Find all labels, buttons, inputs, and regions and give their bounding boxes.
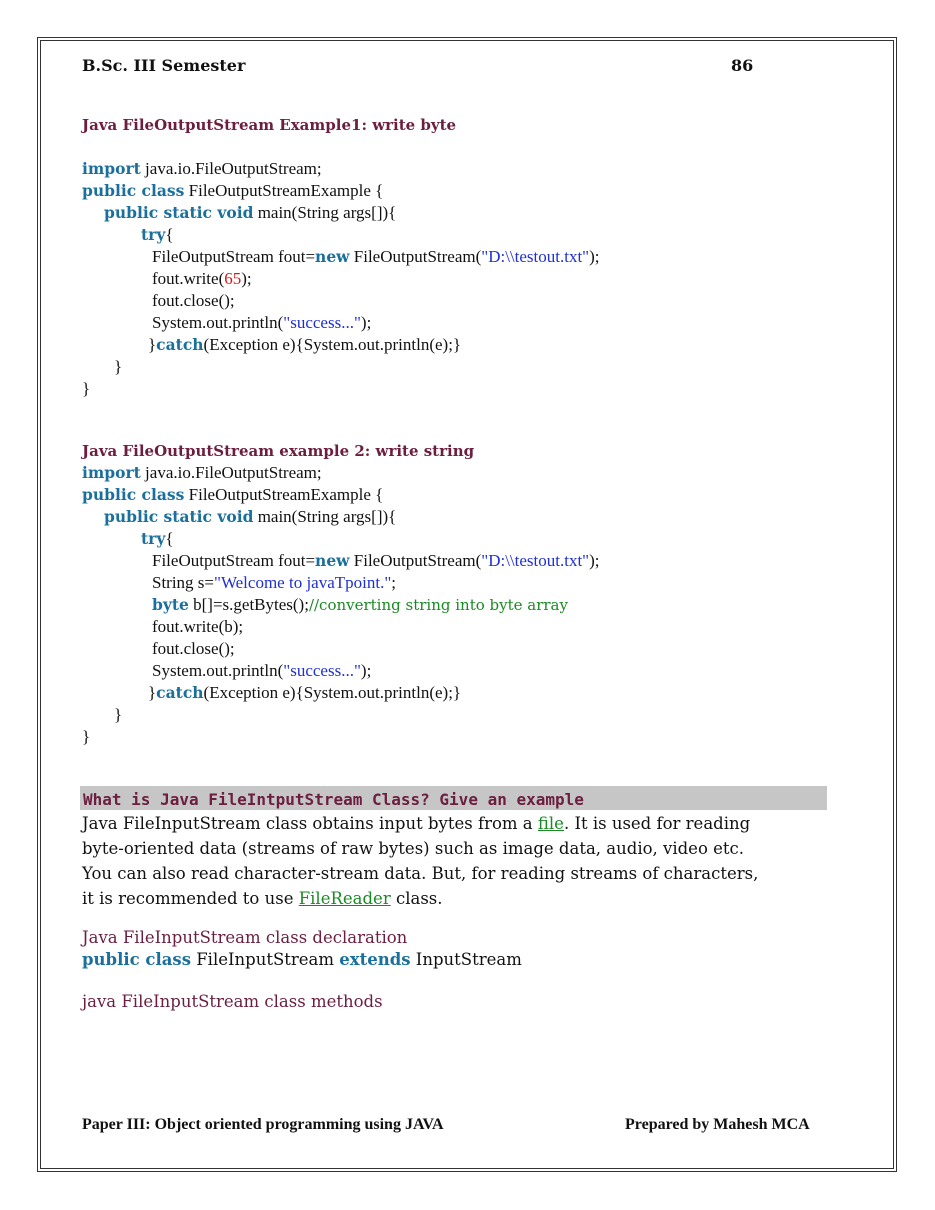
example2-code-token: java.io.FileOutputStream; xyxy=(140,463,322,482)
example2-code-line xyxy=(148,682,461,704)
paragraph-line xyxy=(82,886,443,911)
example1-code-token: public class xyxy=(82,181,185,200)
paragraph-link[interactable]: file xyxy=(537,814,564,833)
example2-code-token: "Welcome to javaTpoint." xyxy=(214,573,392,592)
declaration-class-name: FileInputStream xyxy=(190,950,340,969)
example1-code-token: import xyxy=(82,159,141,178)
example1-code-token: FileOutputStream( xyxy=(349,247,482,266)
example2-code-line xyxy=(152,638,235,660)
example2-code-line xyxy=(152,550,600,572)
question-heading: What is Java FileIntputStream Class? Give an example xyxy=(83,790,584,809)
example2-code-line xyxy=(152,660,371,682)
example2-code-line xyxy=(82,462,322,484)
example2-code-token: FileOutputStreamExample { xyxy=(184,485,384,504)
example1-code-token: FileOutputStreamExample { xyxy=(184,181,384,200)
example2-code-token: ); xyxy=(589,551,600,570)
example2-code-line xyxy=(152,572,396,594)
declaration-keyword-public-class: public class xyxy=(82,950,191,969)
example1-code-token: { xyxy=(165,225,174,244)
example2-code-line xyxy=(82,726,90,748)
example2-code-token: System.out.println( xyxy=(152,661,284,680)
example1-code-token: FileOutputStream fout= xyxy=(152,247,316,266)
paragraph-text: . It is used for reading xyxy=(563,814,751,833)
example2-code-line xyxy=(152,594,568,616)
example2-code-token: ); xyxy=(360,661,372,680)
example2-code-token: } xyxy=(114,705,123,724)
example1-code-token: } xyxy=(82,379,91,398)
paragraph-text: it is recommended to use xyxy=(82,889,299,908)
declaration-heading: Java FileInputStream class declaration xyxy=(82,928,408,947)
example1-code-line xyxy=(82,180,383,202)
example2-code-token: try xyxy=(141,529,166,548)
example1-code-token: java.io.FileOutputStream; xyxy=(140,159,322,178)
example2-code-token: public static void xyxy=(104,507,254,526)
example2-code-line xyxy=(141,528,174,550)
example1-code-token: main(String args[]){ xyxy=(253,203,397,222)
example1-code-line xyxy=(104,202,396,224)
paragraph-line xyxy=(82,861,758,886)
paragraph-link[interactable]: FileReader xyxy=(298,889,391,908)
header-course: B.Sc. III Semester xyxy=(82,56,246,75)
example2-code-token: FileOutputStream fout= xyxy=(152,551,316,570)
footer-author: Prepared by Mahesh MCA xyxy=(625,1116,810,1133)
example2-code-token: catch xyxy=(156,683,204,702)
example1-code-token: "success..." xyxy=(283,313,361,332)
example2-code-token: import xyxy=(82,463,141,482)
example1-code-line xyxy=(152,290,235,312)
example1-code-token: new xyxy=(315,247,350,266)
example1-title: Java FileOutputStream Example1: write byte xyxy=(82,116,457,134)
example2-code-line xyxy=(152,616,243,638)
example2-code-token: //converting string into byte array xyxy=(308,596,568,614)
example2-code-token: "success..." xyxy=(283,661,361,680)
example2-code-line xyxy=(114,704,122,726)
paragraph-text: Java FileInputStream class obtains input bytes from a xyxy=(82,814,538,833)
paragraph-text: class. xyxy=(390,889,443,908)
example1-code-token: 65 xyxy=(224,269,242,288)
example2-code-token: "D:\\testout.txt" xyxy=(481,551,590,570)
example1-code-line xyxy=(141,224,174,246)
example2-code-token: { xyxy=(165,529,174,548)
example2-code-token: fout.write(b); xyxy=(152,617,244,636)
example1-code-token: catch xyxy=(156,335,204,354)
footer-paper-title: Paper III: Object oriented programming using JAVA xyxy=(82,1116,444,1133)
example1-code-line xyxy=(82,158,322,180)
example1-code-token: ); xyxy=(241,269,252,288)
declaration-keyword-extends: extends xyxy=(339,950,411,969)
example2-code-token: } xyxy=(82,727,91,746)
example1-code-line xyxy=(152,312,371,334)
example1-code-token: (Exception e){System.out.println(e);} xyxy=(203,335,462,354)
declaration-parent-class: InputStream xyxy=(410,950,522,969)
example1-code-token: try xyxy=(141,225,166,244)
example1-code-line xyxy=(148,334,461,356)
example1-code-token: } xyxy=(114,357,123,376)
paragraph-text: byte-oriented data (streams of raw bytes) such as image data, audio, video etc. xyxy=(82,839,745,858)
example2-code-token: FileOutputStream( xyxy=(349,551,482,570)
example1-code-token: ); xyxy=(360,313,372,332)
paragraph-line xyxy=(82,836,744,861)
methods-heading: java FileInputStream class methods xyxy=(82,992,383,1011)
example2-code-token: (Exception e){System.out.println(e);} xyxy=(203,683,462,702)
example1-code-token: } xyxy=(148,335,157,354)
example2-code-token: byte xyxy=(152,595,189,614)
example2-code-line xyxy=(82,484,383,506)
example1-code-token: ); xyxy=(589,247,600,266)
example1-code-token: "D:\\testout.txt" xyxy=(481,247,590,266)
example2-code-token: b[]=s.getBytes(); xyxy=(188,595,309,614)
example1-code-token: System.out.println( xyxy=(152,313,284,332)
example2-code-token: new xyxy=(315,551,350,570)
example2-code-token: public class xyxy=(82,485,185,504)
class-declaration xyxy=(82,950,522,969)
example2-title: Java FileOutputStream example 2: write string xyxy=(82,442,475,460)
example1-code-line xyxy=(82,378,90,400)
paragraph-line xyxy=(82,811,750,836)
example1-code-line xyxy=(152,246,600,268)
example1-code-token: fout.close(); xyxy=(152,291,235,310)
header-page-number: 86 xyxy=(731,56,754,75)
example1-code-token: public static void xyxy=(104,203,254,222)
example2-code-token: main(String args[]){ xyxy=(253,507,397,526)
example2-code-token: String s= xyxy=(152,573,215,592)
example2-code-token: } xyxy=(148,683,157,702)
example1-code-line xyxy=(152,268,252,290)
example2-code-token: ; xyxy=(391,573,397,592)
example1-code-line xyxy=(114,356,122,378)
example2-code-token: fout.close(); xyxy=(152,639,235,658)
example1-code-token: fout.write( xyxy=(152,269,225,288)
example2-code-line xyxy=(104,506,396,528)
paragraph-text: You can also read character-stream data. But, for reading streams of characters, xyxy=(82,864,759,883)
